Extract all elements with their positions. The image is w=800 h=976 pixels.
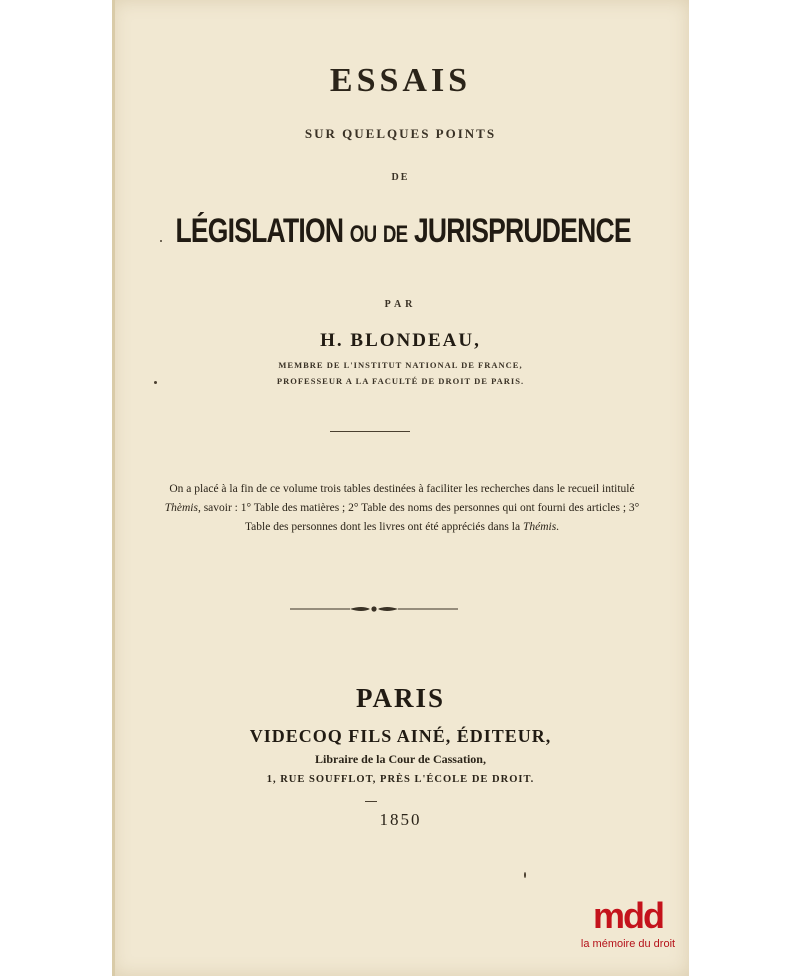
main-title-connector1: OU bbox=[349, 221, 377, 248]
subtitle-line-2: DE bbox=[391, 172, 410, 183]
ornament-divider bbox=[290, 602, 458, 616]
ink-speck bbox=[154, 381, 157, 384]
book-title: ESSAIS bbox=[329, 62, 472, 99]
logo-text: la mémoire du droit bbox=[580, 938, 676, 950]
note-paragraph bbox=[152, 480, 652, 537]
author-role-2: PROFESSEUR A LA FACULTÉ DE DROIT DE PARIS. bbox=[276, 376, 525, 386]
subtitle-line-1: SUR QUELQUES POINTS bbox=[304, 126, 497, 141]
note-themis-1: Thèmis bbox=[164, 502, 198, 514]
imprint-bookseller: Libraire de la Cour de Cassation, bbox=[315, 752, 486, 766]
page-edge bbox=[112, 0, 115, 976]
note-themis-2: Thémis bbox=[522, 521, 557, 533]
title-page bbox=[112, 0, 689, 976]
watermark-logo bbox=[578, 896, 678, 966]
imprint-address: 1, RUE SOUFFLOT, PRÈS L'ÉCOLE DE DROIT. bbox=[266, 774, 535, 785]
imprint-city: PARIS bbox=[355, 683, 445, 713]
by-label: PAR bbox=[384, 299, 417, 310]
main-title-part2: JURISPRUDENCE bbox=[413, 212, 631, 250]
main-title-part1: LÉGISLATION bbox=[175, 212, 344, 250]
main-title bbox=[175, 212, 631, 251]
logo-mark: mdd bbox=[593, 895, 663, 936]
imprint-year: 1850 bbox=[379, 810, 422, 829]
author-name: H. BLONDEAU, bbox=[320, 330, 481, 351]
note-text-1: On a placé à la fin de ce volume trois tables destinées à faciliter les recherches dans le recueil intitulé bbox=[169, 483, 635, 495]
imprint-publisher: VIDECOQ FILS AINÉ, ÉDITEUR, bbox=[249, 726, 552, 746]
separator-rule bbox=[330, 431, 410, 432]
author-role-1: MEMBRE DE L'INSTITUT NATIONAL DE FRANCE, bbox=[278, 360, 523, 370]
ink-speck bbox=[524, 872, 526, 878]
note-text-end: . bbox=[556, 521, 560, 533]
note-text-2: , savoir : 1° Table des matières ; 2° Table des noms des personnes qui ont fourni des articles ; 3° Table des personnes dont les livres ont été appréciés dans la bbox=[197, 502, 640, 533]
main-title-connector2: DE bbox=[382, 221, 408, 248]
ink-speck bbox=[160, 240, 162, 242]
year-dash bbox=[365, 801, 377, 802]
